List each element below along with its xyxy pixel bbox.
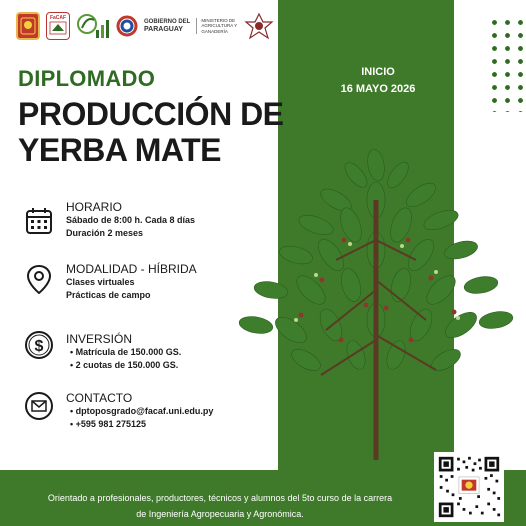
yerba-mate-plant-image (226, 140, 526, 460)
horario-line-2: Duración 2 meses (66, 228, 144, 238)
logo-row (16, 10, 275, 42)
contacto-email-text[interactable]: dptoposgrado@facaf.uni.edu.py (75, 406, 214, 416)
footer-line-2: de Ingeniería Agropecuaria y Agronómica. (136, 509, 304, 519)
modalidad-line-1: Clases virtuales (66, 277, 135, 287)
inversion-line-2-text: 2 cuotas de 150.000 GS. (75, 360, 179, 370)
contacto-phone-text[interactable]: +595 981 275125 (75, 419, 146, 429)
start-date: 16 MAYO 2026 (340, 83, 416, 95)
qr-code[interactable] (434, 452, 504, 522)
start-date-block (278, 64, 478, 98)
title-line-2: YERBA MATE (18, 132, 221, 168)
title-line-1: PRODUCCIÓN DE (18, 96, 284, 132)
growth-chart-logo (76, 12, 110, 40)
ministry-emblem-logo (243, 12, 275, 40)
section-modalidad (24, 262, 264, 306)
modalidad-title: MODALIDAD - HÍBRIDA (66, 262, 197, 276)
inversion-line-2: • 2 cuotas de 150.000 GS. (70, 360, 179, 370)
location-pin-icon (24, 264, 54, 294)
section-horario (24, 200, 264, 244)
gov-paraguay-text: GOBIERNO DEL PARAGUAY (144, 19, 191, 33)
section-inversion (24, 332, 264, 376)
start-label: INICIO (361, 66, 395, 78)
decorative-dots-top (488, 16, 526, 112)
dollar-icon (24, 330, 54, 360)
horario-line-1: Sábado de 8:00 h. Cada 8 días (66, 215, 196, 225)
contacto-title: CONTACTO (66, 391, 133, 405)
inversion-line-1: • Matrícula de 150.000 GS. (70, 347, 182, 357)
calendar-icon (24, 206, 54, 236)
contacto-phone[interactable]: • +595 981 275125 (70, 419, 146, 429)
modalidad-line-2: Prácticas de campo (66, 290, 151, 300)
mail-icon (24, 391, 54, 421)
inversion-title: INVERSIÓN (66, 332, 133, 346)
university-logo (16, 12, 40, 40)
footer-text (10, 490, 430, 522)
svg-text:$: $ (34, 338, 44, 355)
program-kicker: DIPLOMADO (18, 66, 156, 91)
contacto-email[interactable]: • dptoposgrado@facaf.uni.edu.py (70, 406, 214, 416)
horario-title: HORARIO (66, 200, 123, 214)
ministry-text: MINISTERIO DE AGRICULTURA Y GANADERÍA (196, 18, 237, 35)
facaf-logo: FaCAF (46, 12, 70, 40)
footer-line-1: Orientado a profesionales, productores, técnicos y alumnos del 5to curso de la carrera (47, 493, 393, 503)
inversion-line-1-text: Matrícula de 150.000 GS. (75, 347, 182, 357)
section-contacto (24, 391, 264, 435)
paraguay-gov-logo (116, 12, 138, 40)
